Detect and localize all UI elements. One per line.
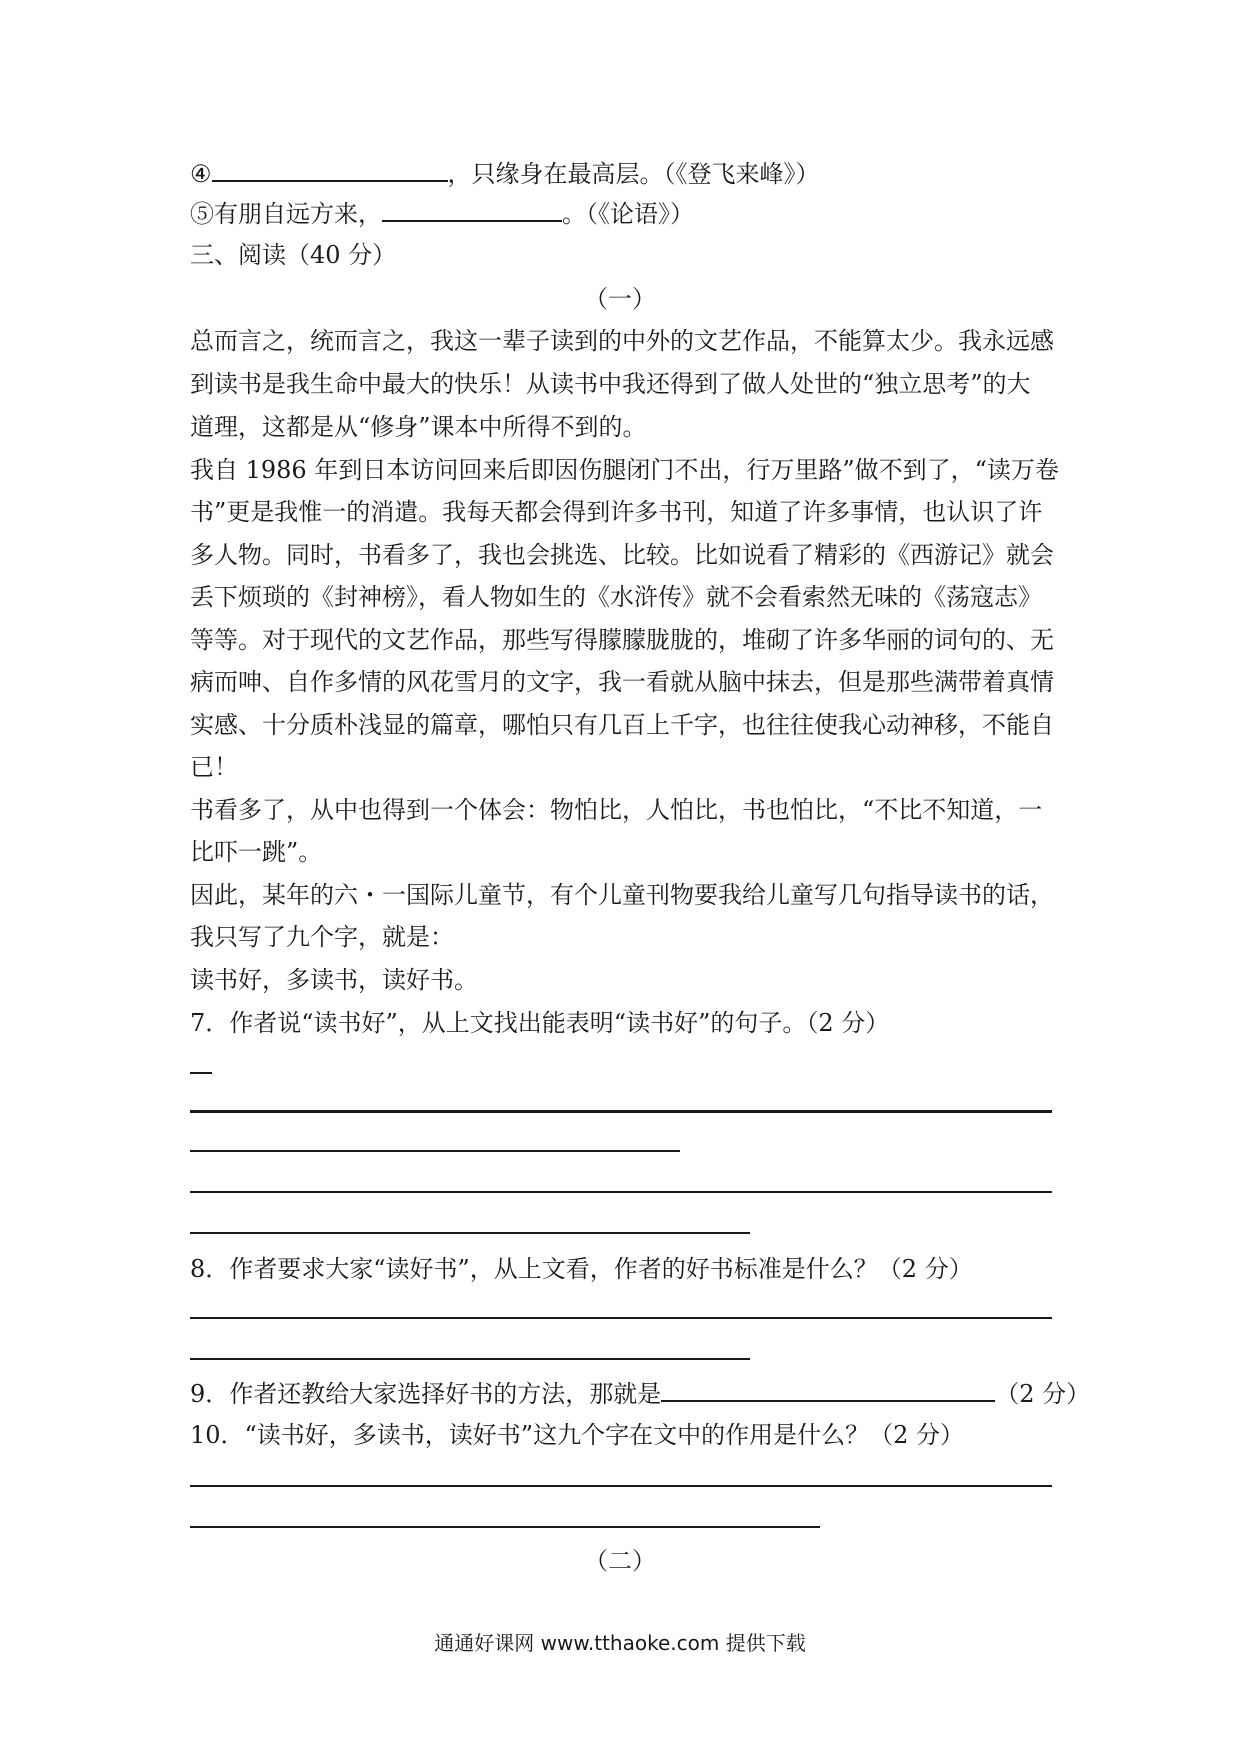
section-heading: 三、阅读（40 分） (190, 241, 397, 269)
passage-line: 等等。对于现代的文艺作品，那些写得朦朦胧胧的，堆砌了许多华丽的词句的、无 (190, 626, 1054, 654)
passage-line: 我只写了九个字，就是： (190, 923, 454, 951)
answer-dash (190, 1072, 212, 1074)
question-9 (190, 1378, 1090, 1409)
answer-line[interactable] (190, 1150, 680, 1152)
answer-line[interactable] (190, 1232, 750, 1234)
answer-line[interactable] (190, 1191, 1052, 1193)
question-10: 10．“读书好，多读书，读好书”这九个字在文中的作用是什么？（2 分） (190, 1421, 964, 1449)
passage-line: 到读书是我生命中最大的快乐！从读书中我还得到了做人处世的“独立思考”的大 (190, 370, 1031, 398)
answer-line[interactable] (190, 1485, 1052, 1487)
item4-prefix: ④ (190, 160, 212, 188)
item5-prefix: ⑤有朋自远方来， (190, 200, 382, 228)
answer-blank-4[interactable] (212, 158, 448, 182)
question-7: 7．作者说“读书好”，从上文找出能表明“读书好”的句子。（2 分） (190, 1009, 890, 1037)
passage-line: 丢下烦琐的《封神榜》，看人物如生的《水浒传》就不会看索然无味的《荡寇志》 (190, 583, 1042, 611)
passage-line: 读书好，多读书，读好书。 (190, 966, 478, 994)
passage-line: 我自 1986 年到日本访问回来后即因伤腿闭门不出，行万里路”做不到了，“读万卷 (190, 456, 1059, 484)
passage-line: 书看多了，从中也得到一个体会：物怕比，人怕比，书也怕比，“不比不知道，一 (190, 796, 1043, 824)
passage-line: 道理，这都是从“修身”课本中所得不到的。 (190, 413, 647, 441)
passage-line: 总而言之，统而言之，我这一辈子读到的中外的文艺作品，不能算太少。我永远感 (190, 327, 1054, 355)
item5-suffix: 。（《论语》） (562, 200, 694, 228)
passage-line: 因此，某年的六・一国际儿童节，有个儿童刊物要我给儿童写几句指导读书的话， (190, 881, 1054, 909)
passage-line: 实感、十分质朴浅显的篇章，哪怕只有几百上千字，也往往使我心动神移，不能自 (190, 711, 1054, 739)
question-8: 8．作者要求大家“读好书”，从上文看，作者的好书标准是什么？（2 分） (190, 1255, 973, 1283)
answer-line[interactable] (190, 1358, 750, 1360)
passage-line: 书”更是我惟一的消遣。我每天都会得到许多书刊，知道了许多事情，也认识了许 (190, 498, 1043, 526)
passage-line: 比吓一跳”。 (190, 838, 323, 866)
q9-prefix: 9．作者还教给大家选择好书的方法，那就是 (190, 1380, 662, 1408)
answer-blank-5[interactable] (382, 198, 562, 222)
fill-blank-item-4 (190, 158, 820, 189)
answer-line[interactable] (190, 1110, 1052, 1113)
passage-line: 病而呻、自作多情的风花雪月的文字，我一看就从脑中抹去，但是那些满带着真情 (190, 668, 1054, 696)
fill-blank-item-5 (190, 198, 694, 229)
part-2-label: （二） (584, 1547, 656, 1575)
passage-line: 已！ (190, 753, 238, 781)
passage-line: 多人物。同时，书看多了，我也会挑选、比较。比如说看了精彩的《西游记》就会 (190, 541, 1054, 569)
answer-line[interactable] (190, 1317, 1052, 1319)
footer-text: 通通好课网 www.tthaoke.com 提供下载 (434, 1631, 806, 1655)
item4-suffix: ，只缘身在最高层。（《登飞来峰》） (447, 160, 820, 188)
answer-line[interactable] (190, 1526, 820, 1528)
answer-blank-9[interactable] (661, 1378, 995, 1402)
q9-suffix: （2 分） (995, 1380, 1091, 1408)
part-1-label: （一） (584, 285, 656, 313)
